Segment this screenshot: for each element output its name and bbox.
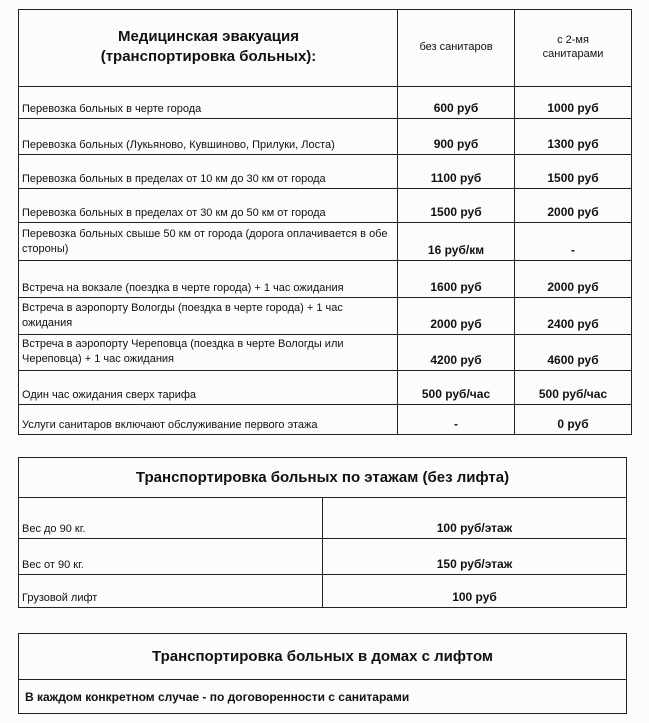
price-with-orderlies: 1000 руб bbox=[515, 87, 632, 119]
price-with-orderlies: 4600 руб bbox=[515, 335, 632, 371]
col-with-orderlies-line1: с 2-мя bbox=[557, 33, 589, 46]
floor-carrying-price: 100 руб bbox=[323, 575, 627, 608]
floor-carrying-label: Вес до 90 кг. bbox=[19, 498, 323, 539]
price-with-orderlies: 2400 руб bbox=[515, 298, 632, 335]
price-with-orderlies: - bbox=[515, 223, 632, 261]
table-row bbox=[19, 405, 632, 435]
service-name: Перевозка больных (Лукьяново, Кувшиново, Прилуки, Лоста) bbox=[19, 119, 398, 155]
price-without-orderlies: 1100 руб bbox=[398, 155, 515, 189]
service-name: Один час ожидания сверх тарифа bbox=[19, 371, 398, 405]
col-with-orderlies-header bbox=[515, 10, 632, 87]
floor-carrying-label: Грузовой лифт bbox=[19, 575, 323, 608]
elevator-transport-title: Транспортировка больных в домах с лифтом bbox=[19, 634, 627, 680]
price-with-orderlies: 2000 руб bbox=[515, 189, 632, 223]
evacuation-title-cell bbox=[19, 10, 398, 87]
price-without-orderlies: 900 руб bbox=[398, 119, 515, 155]
evacuation-title-line1: Медицинская эвакуация bbox=[117, 27, 300, 45]
service-name: Перевозка больных в пределах от 30 км до 50 км от города bbox=[19, 189, 398, 223]
price-with-orderlies: 2000 руб bbox=[515, 261, 632, 298]
price-without-orderlies: 2000 руб bbox=[398, 298, 515, 335]
price-with-orderlies: 1300 руб bbox=[515, 119, 632, 155]
evacuation-price-table bbox=[18, 9, 632, 435]
price-without-orderlies: 1600 руб bbox=[398, 261, 515, 298]
floor-carrying-table bbox=[18, 457, 627, 608]
table-row bbox=[19, 189, 632, 223]
service-name: Перевозка больных в черте города bbox=[19, 87, 398, 119]
table-row bbox=[19, 539, 627, 575]
table-row bbox=[19, 575, 627, 608]
floor-carrying-price: 100 руб/этаж bbox=[323, 498, 627, 539]
table-row bbox=[19, 335, 632, 371]
price-without-orderlies: 16 руб/км bbox=[398, 223, 515, 261]
service-name: Встреча в аэропорту Вологды (поездка в черте города) + 1 час ожидания bbox=[19, 298, 398, 335]
table-row bbox=[19, 371, 632, 405]
floor-carrying-price: 150 руб/этаж bbox=[323, 539, 627, 575]
floor-carrying-title: Транспортировка больных по этажам (без лифта) bbox=[19, 458, 627, 498]
evacuation-title-line2: (транспортировка больных): bbox=[100, 47, 317, 65]
evacuation-table-header bbox=[19, 10, 632, 87]
service-name: Встреча на вокзале (поездка в черте города) + 1 час ожидания bbox=[19, 261, 398, 298]
table-row bbox=[19, 298, 632, 335]
elevator-transport-note-row bbox=[19, 680, 627, 714]
price-without-orderlies: 600 руб bbox=[398, 87, 515, 119]
elevator-transport-note: В каждом конкретном случае - по договоренности с санитарами bbox=[19, 680, 627, 714]
service-name: Перевозка больных свыше 50 км от города (дорога оплачивается в обе стороны) bbox=[19, 223, 398, 261]
price-without-orderlies: 1500 руб bbox=[398, 189, 515, 223]
col-without-orderlies-label: без санитаров bbox=[419, 40, 493, 53]
price-without-orderlies: 4200 руб bbox=[398, 335, 515, 371]
elevator-transport-header bbox=[19, 634, 627, 680]
service-name: Встреча в аэропорту Череповца (поездка в черте Вологды или Череповца) + 1 час ожидания bbox=[19, 335, 398, 371]
price-with-orderlies: 500 руб/час bbox=[515, 371, 632, 405]
table-row bbox=[19, 119, 632, 155]
floor-carrying-header bbox=[19, 458, 627, 498]
price-without-orderlies: 500 руб/час bbox=[398, 371, 515, 405]
table-row bbox=[19, 155, 632, 189]
table-row bbox=[19, 87, 632, 119]
floor-carrying-label: Вес от 90 кг. bbox=[19, 539, 323, 575]
table-row bbox=[19, 261, 632, 298]
service-name: Перевозка больных в пределах от 10 км до 30 км от города bbox=[19, 155, 398, 189]
price-without-orderlies: - bbox=[398, 405, 515, 435]
table-row bbox=[19, 223, 632, 261]
service-name: Услуги санитаров включают обслуживание первого этажа bbox=[19, 405, 398, 435]
price-with-orderlies: 0 руб bbox=[515, 405, 632, 435]
elevator-transport-table bbox=[18, 633, 627, 714]
col-without-orderlies-header bbox=[398, 10, 515, 87]
table-row bbox=[19, 498, 627, 539]
price-with-orderlies: 1500 руб bbox=[515, 155, 632, 189]
col-with-orderlies-line2: санитарами bbox=[542, 47, 604, 60]
